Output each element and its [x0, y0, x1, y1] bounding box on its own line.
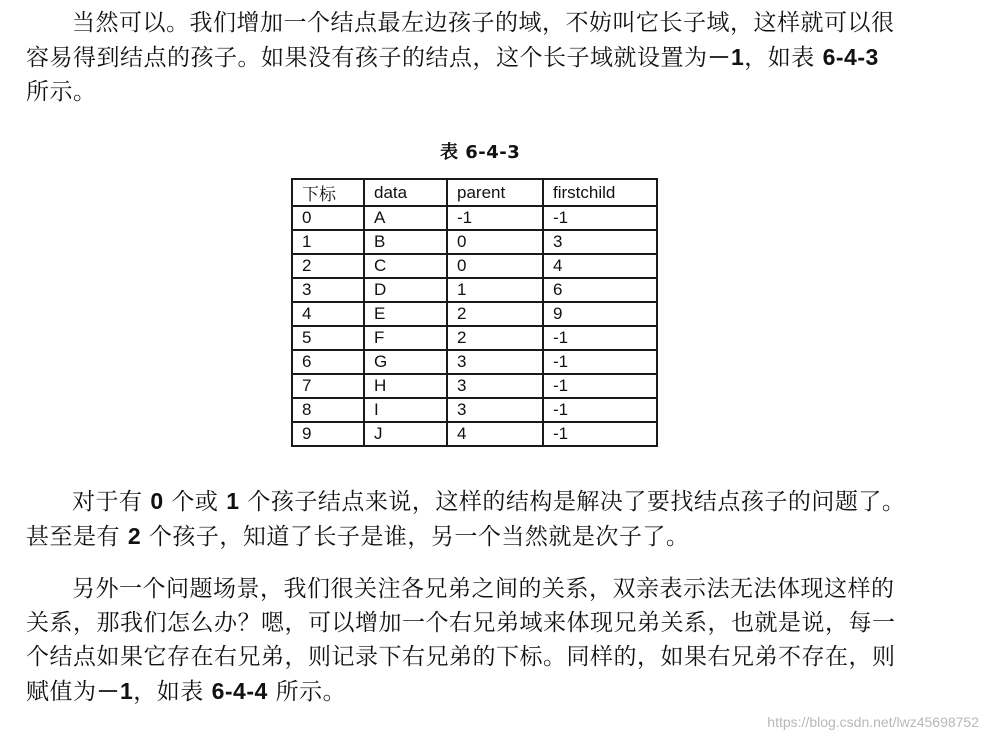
cell-firstchild: -1: [543, 422, 657, 446]
number-two: 2: [127, 523, 142, 549]
cell-index: 0: [292, 206, 364, 230]
text-line: 所示。: [26, 79, 97, 105]
cell-data: H: [364, 374, 447, 398]
cell-firstchild: -1: [543, 374, 657, 398]
value-minus-one: －1: [707, 44, 745, 70]
paragraph-firstchild-intro: [26, 6, 956, 109]
header-index: 下标: [292, 179, 364, 206]
cell-parent: 2: [447, 326, 543, 350]
text-line: [26, 674, 956, 709]
header-firstchild: firstchild: [543, 179, 657, 206]
table-row: [292, 374, 657, 398]
cell-parent: 3: [447, 398, 543, 422]
cell-data: E: [364, 302, 447, 326]
text-segment: ，如表: [744, 45, 823, 71]
text-line: [26, 519, 956, 554]
paragraph-sibling-intro: [26, 572, 956, 709]
cell-firstchild: -1: [543, 326, 657, 350]
cell-firstchild: -1: [543, 350, 657, 374]
cell-data: D: [364, 278, 447, 302]
table-row: [292, 350, 657, 374]
text-segment: 所示。: [267, 679, 347, 705]
watermark-url: https://blog.csdn.net/lwz45698752: [767, 714, 979, 730]
cell-data: J: [364, 422, 447, 446]
cell-firstchild: 6: [543, 278, 657, 302]
cell-firstchild: -1: [543, 398, 657, 422]
number-zero: 0: [150, 488, 164, 514]
cell-parent: -1: [447, 206, 543, 230]
table-reference: 6-4-3: [822, 44, 879, 70]
cell-parent: 0: [447, 230, 543, 254]
table-row: [292, 422, 657, 446]
cell-firstchild: 3: [543, 230, 657, 254]
tree-table: [291, 178, 658, 447]
cell-firstchild: 4: [543, 254, 657, 278]
cell-parent: 0: [447, 254, 543, 278]
table-row: [292, 254, 657, 278]
text-segment: 赋值为: [26, 679, 97, 705]
table-row: [292, 206, 657, 230]
text-segment: 对于有: [72, 489, 151, 515]
table-row: [292, 326, 657, 350]
cell-index: 1: [292, 230, 364, 254]
cell-index: 9: [292, 422, 364, 446]
text-line: [26, 484, 956, 519]
text-line: 关系，那我们怎么办？嗯，可以增加一个右兄弟域来体现兄弟关系，也就是说，每一: [26, 610, 896, 636]
cell-firstchild: -1: [543, 206, 657, 230]
text-segment: 个孩子，知道了长子是谁，另一个当然就是次子了。: [141, 524, 690, 550]
cell-data: A: [364, 206, 447, 230]
cell-parent: 3: [447, 374, 543, 398]
text-line: [26, 40, 956, 75]
cell-parent: 2: [447, 302, 543, 326]
cell-data: I: [364, 398, 447, 422]
cell-index: 5: [292, 326, 364, 350]
text-line: 另外一个问题场景，我们很关注各兄弟之间的关系，双亲表示法无法体现这样的: [72, 576, 895, 602]
table-row: [292, 302, 657, 326]
cell-parent: 3: [447, 350, 543, 374]
text-segment: 甚至是有: [26, 524, 128, 550]
cell-parent: 1: [447, 278, 543, 302]
table-row: [292, 278, 657, 302]
header-data: data: [364, 179, 447, 206]
cell-parent: 4: [447, 422, 543, 446]
cell-index: 3: [292, 278, 364, 302]
table-row: [292, 230, 657, 254]
text-line: 当然可以。我们增加一个结点最左边孩子的域，不妨叫它长子域，这样就可以很: [72, 10, 895, 36]
table-caption: 表 6-4-3: [440, 142, 521, 163]
cell-data: G: [364, 350, 447, 374]
table-reference: 6-4-4: [211, 678, 268, 704]
cell-index: 8: [292, 398, 364, 422]
cell-data: F: [364, 326, 447, 350]
cell-index: 6: [292, 350, 364, 374]
cell-data: C: [364, 254, 447, 278]
cell-index: 4: [292, 302, 364, 326]
header-parent: parent: [447, 179, 543, 206]
value-minus-one: －1: [96, 678, 134, 704]
cell-index: 2: [292, 254, 364, 278]
cell-index: 7: [292, 374, 364, 398]
text-segment: ，如表: [133, 679, 212, 705]
cell-data: B: [364, 230, 447, 254]
text-segment: 容易得到结点的孩子。如果没有孩子的结点，这个长子域就设置为: [26, 45, 708, 71]
text-segment: 个孩子结点来说，这样的结构是解决了要找结点孩子的问题了。: [239, 489, 906, 515]
table-header-row: [292, 179, 657, 206]
cell-firstchild: 9: [543, 302, 657, 326]
text-segment: 个或: [163, 489, 227, 515]
paragraph-child-count: [26, 484, 956, 554]
table-row: [292, 398, 657, 422]
text-line: 个结点如果它存在右兄弟，则记录下右兄弟的下标。同样的，如果右兄弟不存在，则: [26, 644, 896, 670]
number-one: 1: [226, 488, 240, 514]
